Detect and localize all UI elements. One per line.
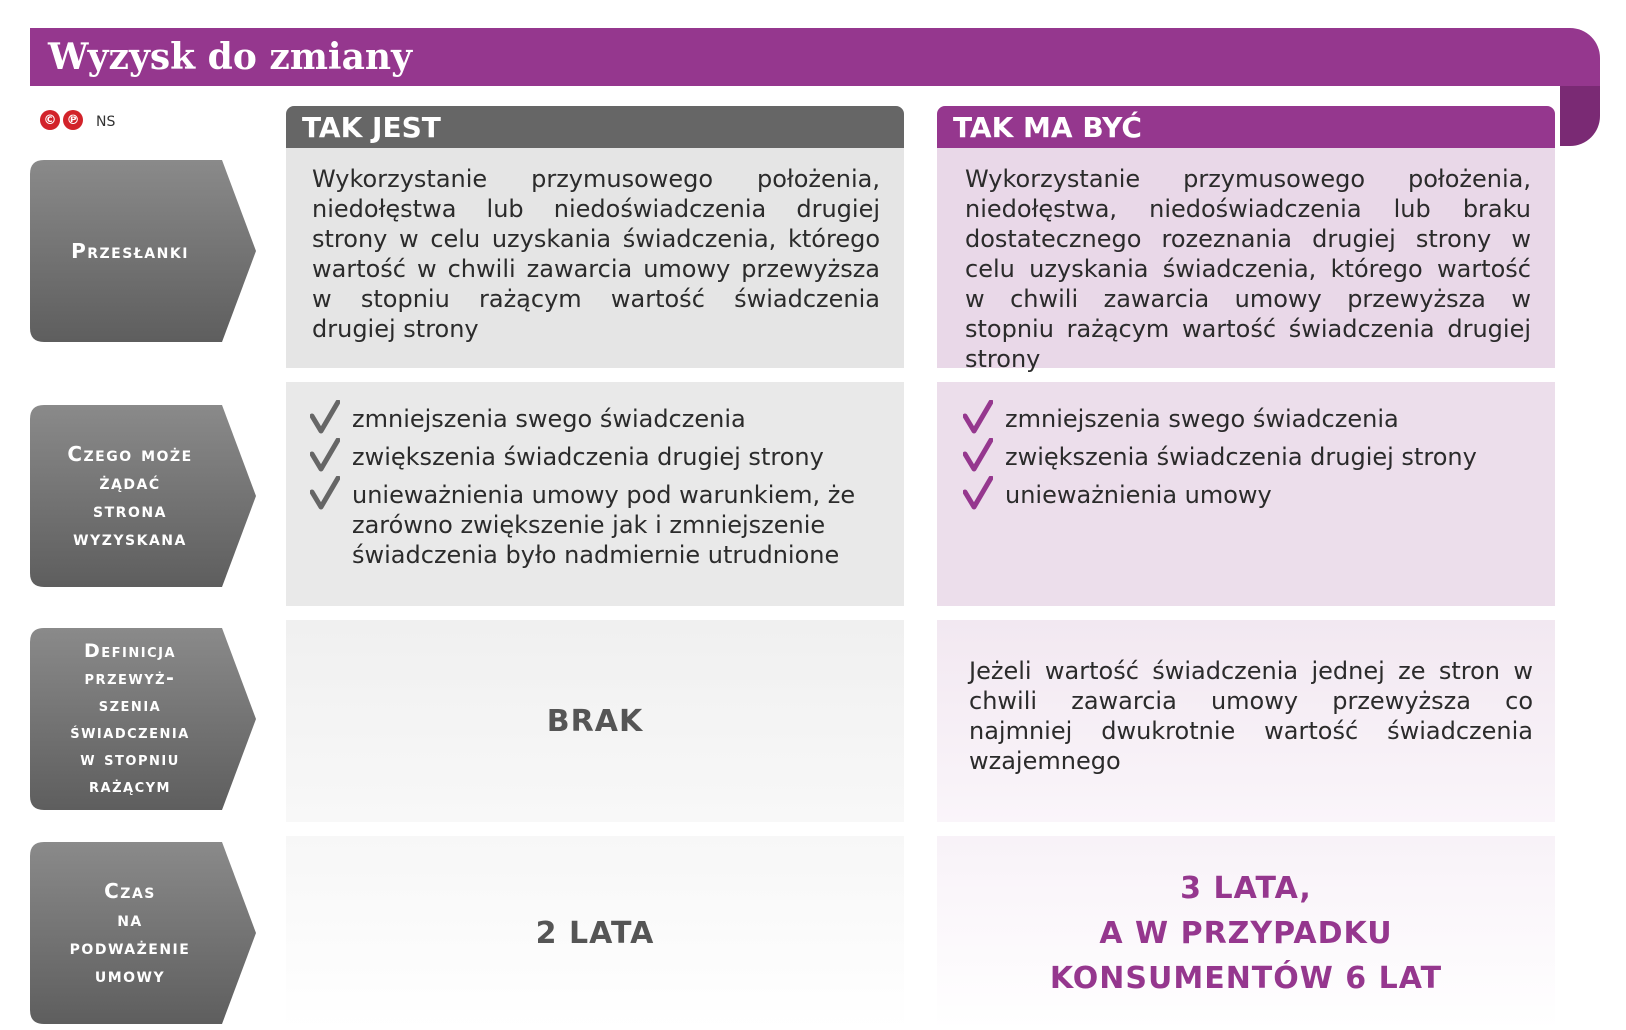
cell-premises-current: [286, 148, 904, 368]
phonogram-icon: ℗: [63, 110, 83, 130]
title-banner-fold: [1560, 86, 1600, 146]
row-label-text: Czego może żądać strona wyzyskana: [67, 442, 193, 550]
row-label-deadline: [30, 842, 256, 1024]
checkmark-icon: [310, 400, 340, 434]
copyright-credit: [40, 108, 115, 132]
row-label-text: Przesłanki: [71, 239, 189, 263]
row-label-premises: [30, 160, 256, 342]
checkmark-icon: [963, 438, 993, 472]
column-header-current: TAK JEST: [286, 106, 904, 148]
list-item: zwiększenia świadczenia drugiej strony: [310, 442, 880, 472]
cell-premises-proposed: [937, 148, 1555, 373]
list-item: zmniejszenia swego świadczenia: [310, 404, 880, 434]
deadline-proposed-line: KONSUMENTÓW 6 LAT: [1049, 960, 1443, 996]
premises-proposed-text: Wykorzystanie przymusowego położenia, niedołęstwa, niedoświadczenia lub braku dostatecznego rozeznania drugiej strony w celu uzyskania świadczenia, którego wartość w chwili zawarcia umowy przewyższa w stopniu rażącym wartość świadczenia drugiej strony: [965, 165, 1531, 373]
list-item: zmniejszenia swego świadczenia: [963, 404, 1531, 434]
premises-current-text: Wykorzystanie przymusowego położenia, niedołęstwa lub niedoświadczenia drugiej strony w celu uzyskania świadczenia, którego wartość w chwili zawarcia umowy przewyższa w stopniu rażącym wartość świadczenia drugiej strony: [312, 165, 880, 343]
list-item: unieważnienia umowy: [963, 480, 1531, 510]
checkmark-icon: [310, 476, 340, 510]
deadline-current-value: 2 LATA: [535, 915, 655, 951]
definition-current-value: BRAK: [546, 703, 644, 739]
cell-deadline-current: [286, 836, 904, 1030]
cell-definition-proposed: [937, 620, 1555, 822]
cell-deadline-proposed: [937, 836, 1555, 1030]
definition-proposed-text: Jeżeli wartość świadczenia jednej ze stron w chwili zawarcia umowy przewyższa co najmniej dwukrotnie wartość świadczenia wzajemnego: [969, 657, 1533, 775]
claims-current-list: [310, 404, 880, 570]
cell-definition-current: [286, 620, 904, 822]
author-initials: NS: [96, 114, 116, 130]
cell-claims-current: [286, 382, 904, 606]
deadline-proposed-line: A W PRZYPADKU: [1099, 915, 1393, 951]
deadline-proposed-line: 3 LATA,: [1180, 870, 1312, 906]
column-header-proposed: TAK MA BYĆ: [937, 106, 1555, 148]
row-label-claims: [30, 405, 256, 587]
claims-proposed-list: [963, 404, 1531, 510]
copyright-icon: ©: [40, 110, 60, 130]
checkmark-icon: [963, 476, 993, 510]
checkmark-icon: [310, 438, 340, 472]
cell-claims-proposed: [937, 382, 1555, 606]
row-label-text: Definicja przewyż- szenia świadczenia w stopniu rażącym: [70, 640, 190, 797]
list-item: unieważnienia umowy pod warunkiem, że zarówno zwiększenie jak i zmniejszenie świadczenia było nadmiernie utrudnione: [310, 480, 880, 570]
checkmark-icon: [963, 400, 993, 434]
page-title: Wyzysk do zmiany: [48, 36, 413, 78]
row-label-definition: [30, 628, 256, 810]
list-item: zwiększenia świadczenia drugiej strony: [963, 442, 1531, 472]
row-label-text: Czas na podważenie umowy: [69, 879, 191, 987]
